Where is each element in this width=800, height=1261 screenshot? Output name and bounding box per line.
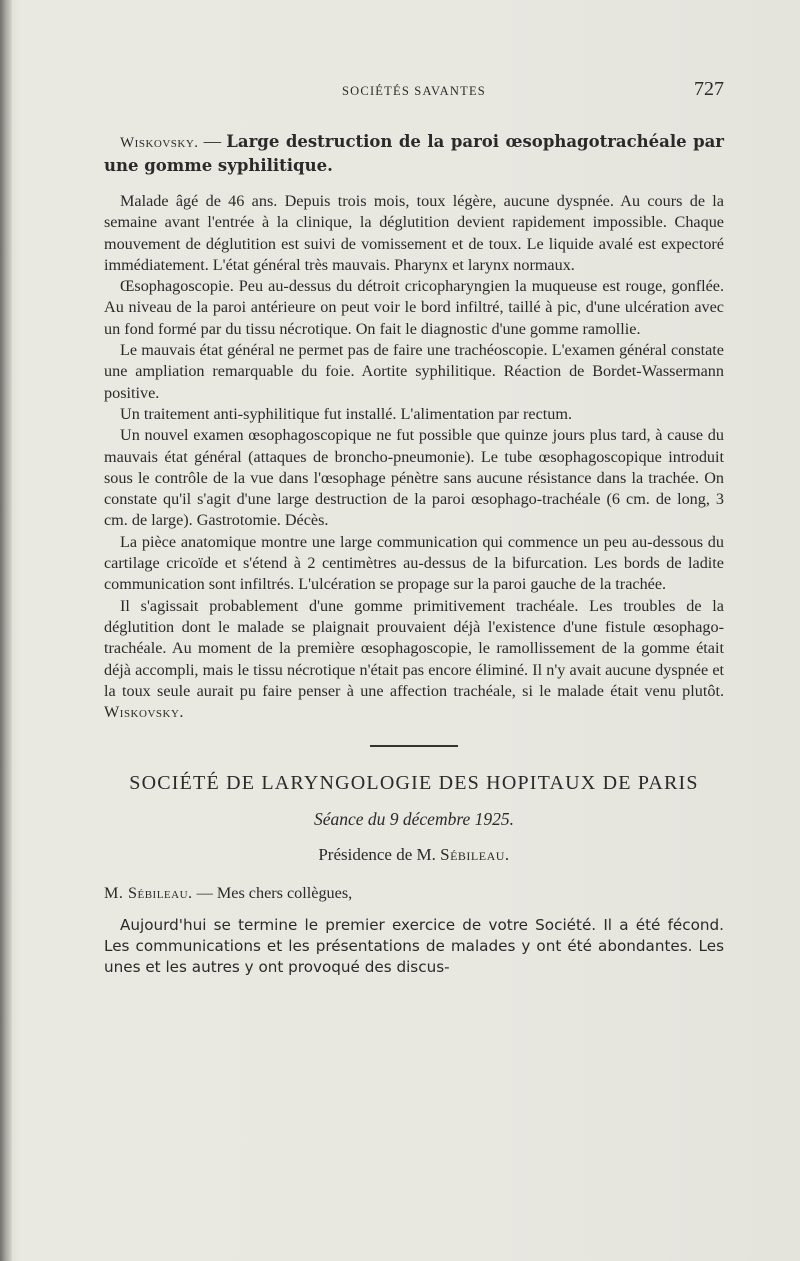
paragraph-6: La pièce anatomique montre une large communication qui commence un peu au-dessous du cartilage cricoïde et s'étend à 2 centimètres au-dessus de la bifurcation. Les bords de ladite communication sont infiltrés. L'ulcération se propage sur la paroi gauche de la trachée. (104, 532, 724, 594)
paragraph-7 (104, 596, 724, 724)
paragraph-2: Œsophagoscopie. Peu au-dessus du détroit cricopharyngien la muqueuse est rouge, gonflée. Au niveau de la paroi antérieure on peut voir le bord infiltré, taillé à pic, d'une ulcération avec un fond formé par du tissu nécrotique. On fait le diagnostic d'une gomme ramollie. (104, 277, 724, 338)
page-content (104, 130, 724, 979)
society-heading: SOCIÉTÉ DE LARYNGOLOGIE DES HOPITAUX DE PARIS (129, 772, 699, 795)
presidence-prefix: Présidence de M. (318, 845, 441, 865)
running-title: SOCIÉTÉS SAVANTES (342, 84, 486, 98)
greeting-text: — Mes chers collègues, (192, 884, 353, 903)
page-number: 727 (694, 78, 724, 100)
opening-paragraph: Aujourd'hui se termine le premier exercice de votre Société. Il a été fécond. Les communications et les présentations de malades y ont été abondantes. Les unes et les autres y ont provoqué des discus- (104, 915, 724, 977)
article-signature: Wiskovsky. (104, 703, 184, 722)
paragraph-1: Malade âgé de 46 ans. Depuis trois mois, toux légère, aucune dyspnée. Au cours de la semaine avant l'entrée à la clinique, la déglutition devient rapidement impossible. Chaque mouvement de déglutition est suivi de vomissement et de toux. Le liquide avalé est expectoré immédiatement. L'état général très mauvais. Pharynx et larynx normaux. (104, 192, 724, 274)
session-date: Séance du 9 décembre 1925. (313, 808, 515, 829)
greeting-name: M. Sébileau. (104, 884, 193, 903)
article-author: Wiskovsky. (120, 135, 199, 151)
paragraph-3: Le mauvais état général ne permet pas de faire une trachéoscopie. L'examen général constate une ampliation remarquable du foie. Aortite syphilitique. Réaction de Bordet-Wassermann positive. (104, 341, 724, 402)
title-dash: — (198, 131, 227, 151)
page-header (104, 78, 724, 104)
article-title: Large destruction de la paroi œsophagotrachéale par une gomme syphilitique. (104, 132, 725, 175)
section-divider (370, 745, 458, 747)
paragraph-4: Un traitement anti-syphilitique fut installé. L'alimentation par rectum. (120, 404, 572, 423)
paragraph-7-text: Il s'agissait probablement d'une gomme primitivement trachéale. Les troubles de la déglutition dont le malade se plaignait prouvaient déjà l'existence d'une fistule œsophago-trachéale. Au moment de la première œsophagoscopie, le ramollissement de la gomme était déjà accompli, mais le tissu nécrotique n'était pas encore éliminé. Il n'y avait aucune dyspnée et la toux seule aurait pu faire penser à une affection trachéale, si le malade était venu plutôt. (104, 596, 724, 700)
book-spine-shadow (0, 0, 12, 1261)
greeting-line (104, 883, 724, 904)
paragraph-5: Un nouvel examen œsophagoscopique ne fut possible que quinze jours plus tard, à cause du mauvais état général (attaques de broncho-pneumonie). Le tube œsophagoscopique introduit sous le contrôle de la vue dans l'œsophage pénètre sans aucune résistance dans la trachée. On constate qu'il s'agit d'une large destruction de la paroi œsophago-trachéale (6 cm. de long, 3 cm. de large). Gastrotomie. Décès. (104, 426, 724, 530)
presidence-name: Sébileau. (440, 845, 510, 865)
presidence-line (104, 844, 724, 865)
article-title-line (104, 130, 724, 177)
